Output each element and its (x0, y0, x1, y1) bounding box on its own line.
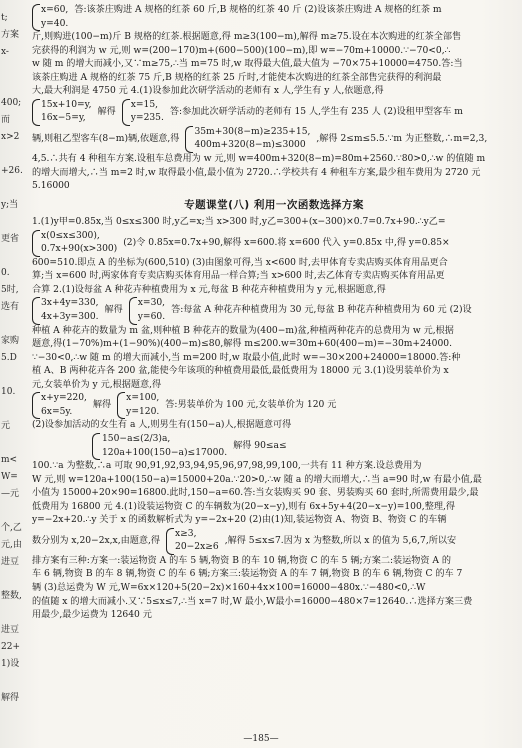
system-line: x=100, (126, 393, 160, 404)
margin-fragment: 解得 (1, 693, 20, 703)
text-line: 的值随 x 的增大而减小.又∵5≤x≤7,∴当 x=7 时,W 最小,W最小=16000−480×7=12640.∴选择方案三费 (32, 596, 473, 607)
system-line: x≥3, (175, 528, 197, 539)
system-line: y=60. (137, 312, 166, 323)
margin-fragment: 5时, (1, 285, 19, 295)
text-line: y=−2x+20.∴y 关于 x 的函数解析式为 y=−2x+20 (2)由(1)知,装运物资 A、物资 B、物资 C 的车辆 (32, 515, 447, 526)
block2-system-row (32, 99, 516, 126)
text-fragment: ,解得 2≤m≤5.5.∵m 为正整数,∴m=2,3, (316, 133, 488, 144)
piecewise-function (32, 230, 117, 257)
text-fragment: 数分别为 x,20−2x,x,由题意,得 (32, 535, 161, 546)
brace-icon (185, 126, 193, 153)
text-line: 大,最大利润是 4750 元 4.(1)设参加此次研学活动的老师有 x 人,学生有 y 人,依题意,得 (32, 86, 384, 97)
margin-fragment: 进豆 (1, 625, 20, 635)
equation-system (32, 4, 68, 31)
text-line: w 随 m 的增大而减小,又∵m≥75,∴当 m=75 时,w 取得最大值,最大值为 −70×75+10000=4750.答:当 (32, 59, 463, 70)
brace-icon (129, 297, 137, 324)
margin-fragment: 0. (1, 268, 10, 278)
page-number: —185— (243, 734, 279, 744)
equation-system (32, 99, 92, 126)
margin-fragment: —元 (1, 489, 20, 499)
equation-system (32, 392, 87, 419)
inequality-system (92, 433, 227, 460)
text-fragment: 答:参加此次研学活动的老师有 15 人,学生有 235 人 (2)设租甲型客车 m (169, 106, 463, 117)
text-line: 辆,则租乙型客车(8−m)辆,依题意,得 (32, 133, 180, 144)
margin-fragment: 400; (1, 98, 22, 108)
block1-first-row (32, 4, 516, 31)
text-fragment: 解得 90≤a≤ (233, 440, 287, 451)
system-line: 15x+10=y, (41, 99, 92, 110)
margin-fragment: 元 (1, 421, 11, 431)
margin-fragment: 1)设 (1, 659, 20, 669)
block5-system-row (32, 392, 516, 419)
brace-icon (32, 4, 40, 31)
text-line: 完获得的利润为 w 元,则 w=(200−170)m+(600−500)(100−m),即 w=−70m+10000.∵−70<0,∴ (32, 45, 451, 56)
system-line: y=235. (130, 113, 164, 124)
text-line: W 元,则 w=120a+100(150−a)=15000+20a.∵20>0,∴w 随 a 的增大而增大,∴当 a=90 时,w 有最小值,最 (32, 474, 482, 485)
text-line: 车 6 辆,物资 B 的车 8 辆,物资 C 的车 6 辆;方案三:装运物资 A 的车 7 辆,物资 B 的车 6 辆,物资 C 的车 7 (32, 569, 463, 580)
brace-icon (32, 392, 40, 419)
equation-system (32, 297, 99, 324)
text-fragment: 解得 (97, 106, 116, 117)
equation-solution (117, 392, 159, 419)
margin-fragment: 整数, (1, 591, 22, 601)
block5-big-system-row (32, 433, 516, 460)
equation-solution (129, 297, 165, 324)
text-line: 100.∵a 为整数,∴a 可取 90,91,92,93,94,95,96,97,98,99,100,一共有 11 种方案.设总费用为 (32, 461, 422, 472)
text-line: 600=510.即点 A 的坐标为(600,510) (3)由图象可得,当 x<600 时,去甲体育专卖店购买体育用品更合 (32, 257, 448, 268)
margin-fragment: 10. (1, 387, 16, 397)
text-fragment: 解得 (104, 305, 123, 316)
text-line: 种植 A 种花卉的数量为 m 盆,则种植 B 种花卉的数量为(400−m)盆,种植两种花卉的总费用为 w 元,根据 (32, 325, 454, 336)
margin-fragment: y;当 (1, 200, 19, 210)
text-line: 题意,得(1−70%)m+(1−90%)(400−m)≤80,解得 m≤200.w=30m+60(400−m)=−30m+24000. (32, 339, 452, 350)
margin-fragment: 元,由 (1, 540, 22, 550)
text-line: 斤,则购进(100−m)斤 B 规格的红茶.根据题意,得 m≥3(100−m),解得 m≥75.设在本次购进的红茶全部售 (32, 32, 462, 43)
text-line: 用最少,最少运费为 12640 元 (32, 610, 152, 621)
system-line: 6x=5y. (41, 406, 73, 417)
brace-icon (122, 99, 130, 126)
system-line: 400m+320(8−m)≤3000 (194, 140, 306, 151)
text-line: 5.16000 (32, 181, 70, 192)
text-line: 1.(1)y甲=0.85x,当 0≤x≤300 时,y乙=x;当 x>300 时,y乙=300+(x−300)×0.7=0.7x+90.∴y乙= (32, 217, 446, 228)
brace-icon (32, 297, 40, 324)
block3-system-row (32, 230, 516, 257)
system-line: 35m+30(8−m)≥235+15, (194, 126, 311, 137)
block4-system-row (32, 297, 516, 324)
system-line: 16x−5=y, (41, 113, 86, 124)
equation-solution (122, 99, 164, 126)
margin-fragment: 选有 (1, 302, 20, 312)
inequality-system (166, 528, 219, 555)
block2-ineq-row (32, 126, 516, 153)
text-line: 算;当 x=600 时,两家体育专卖店购买体育用品一样合算;当 x>600 时,去乙体育专卖店购买体育用品更 (32, 271, 445, 282)
margin-fragment: 个,乙 (1, 523, 22, 533)
system-line: 3x+4y=330, (41, 298, 99, 309)
brace-icon (117, 392, 125, 419)
system-line: y=40. (41, 18, 69, 29)
system-line: x(0≤x≤300), (41, 230, 100, 241)
brace-icon (92, 433, 100, 460)
inequality-system (185, 126, 310, 153)
text-line: ∵−30<0,∴w 随 m 的增大而减小,当 m=200 时,w 取最小值,此时 w=−30×200+24000=18000.答:种 (32, 352, 461, 363)
margin-fragment: 方案 (1, 30, 20, 40)
text-fragment: 答:男装单价为 100 元,女装单价为 120 元 (165, 400, 337, 411)
text-line: 4,5.∴共有 4 种租车方案.设租车总费用为 w 元,则 w=400m+320(8−m)=80m+2560.∵80>0,∴w 的值随 m (32, 154, 486, 165)
section-title: 专题课堂(八) 利用一次函数选择方案 (184, 198, 364, 211)
margin-fragment: 22+ (1, 642, 20, 652)
system-line: x=30, (137, 298, 166, 309)
brace-icon (32, 99, 40, 126)
text-line: 植 A、B 两种花卉各 200 盆,能使今年该项的种植费用最低,最低费用为 18000 元 3.(1)设男装单价为 x (32, 366, 449, 377)
text-line: (2)设参加活动的女生有 a 人,则男生有(150−a)人,根据题意可得 (32, 420, 292, 431)
margin-fragment: t; (1, 13, 8, 23)
text-line: 的增大而增大,∴当 m=2 时,w 取得最小值,最小值为 2720.∴学校共有 4 种租车方案,最少租车费用为 2720 元 (32, 167, 481, 178)
text-line: 答:该茶庄购进 A 规格的红茶 60 斤,B 规格的红茶 40 斤 (2)设该茶庄购进 A 规格的红茶 m (74, 5, 442, 15)
text-fragment: 答:每盆 A 种花卉种植费用为 30 元,每盆 B 种花卉种植费用为 60 元 (2)设 (171, 305, 472, 316)
text-fragment: ,解得 5≤x≤7.因为 x 为整数,所以 x 的值为 5,6,7,所以安 (224, 535, 457, 546)
margin-fragment: m< (1, 455, 18, 465)
system-line: 120a+100(150−a)≤17000. (102, 447, 228, 458)
block5-ineq-row (32, 528, 516, 555)
left-margin-strip (0, 0, 30, 748)
margin-fragment: x>2 (1, 132, 20, 142)
margin-fragment: 而 (1, 115, 11, 125)
system-line: 150−a≤(2/3)a, (102, 433, 171, 444)
brace-icon (32, 230, 40, 257)
system-line: x=15, (130, 99, 159, 110)
brace-icon (166, 528, 174, 555)
text-line: 该茶庄购进 A 规格的红茶 75 斤,B 规格的红茶 25 斤时,才能使本次购进的红茶全部售完获得的利润最 (32, 72, 442, 83)
system-line: x=60, (41, 5, 69, 15)
text-line: 合算 2.(1)设每盆 A 种花卉种植费用为 x 元,每盆 B 种花卉种植费用为 y 元,根据题意,得 (32, 284, 386, 295)
system-line: 4x+3y=300. (41, 312, 99, 323)
system-line: 0.7x+90(x>300) (41, 244, 118, 255)
text-line: 辆 (3)总运费为 W 元,W=6x×120+5(20−2x)×160+4x×100=16000−480x.∵−480<0,∴W (32, 582, 426, 593)
system-line: 20−2x≥6 (175, 542, 219, 553)
text-line: 低费用为 16800 元 4.(1)设装运物资 C 的车辆数为(20−x−y),则有 6x+5y+4(20−x−y)=100,整理,得 (32, 501, 455, 512)
text-line: 小值为 15000+20×90=16800.此时,150−a=60.答:当女装购买 90 套、男装购买 60 套时,所需费用最少,最 (32, 488, 479, 499)
system-line: x+y=220, (41, 393, 87, 404)
margin-fragment: +26. (1, 166, 23, 176)
margin-fragment: W= (1, 472, 18, 482)
margin-fragment: 5.D (1, 353, 17, 363)
margin-fragment: 进豆 (1, 557, 20, 567)
margin-fragment: 家购 (1, 336, 20, 346)
text-line: 元,女装单价为 y 元,根据题意,得 (32, 379, 162, 390)
answer-content (32, 4, 516, 623)
text-fragment: (2)令 0.85x=0.7x+90,解得 x=600.将 x=600 代入 y=0.85x 中,得 y=0.85× (123, 237, 450, 248)
text-fragment: 解得 (92, 400, 112, 411)
system-line: y=120. (126, 406, 160, 417)
text-line: 排方案有三种:方案一:装运物资 A 的车 5 辆,物资 B 的车 10 辆,物资 C 的车 5 辆;方案二:装运物资 A 的 (32, 555, 452, 566)
margin-fragment: x- (1, 47, 9, 57)
margin-fragment: 更省 (1, 234, 20, 244)
